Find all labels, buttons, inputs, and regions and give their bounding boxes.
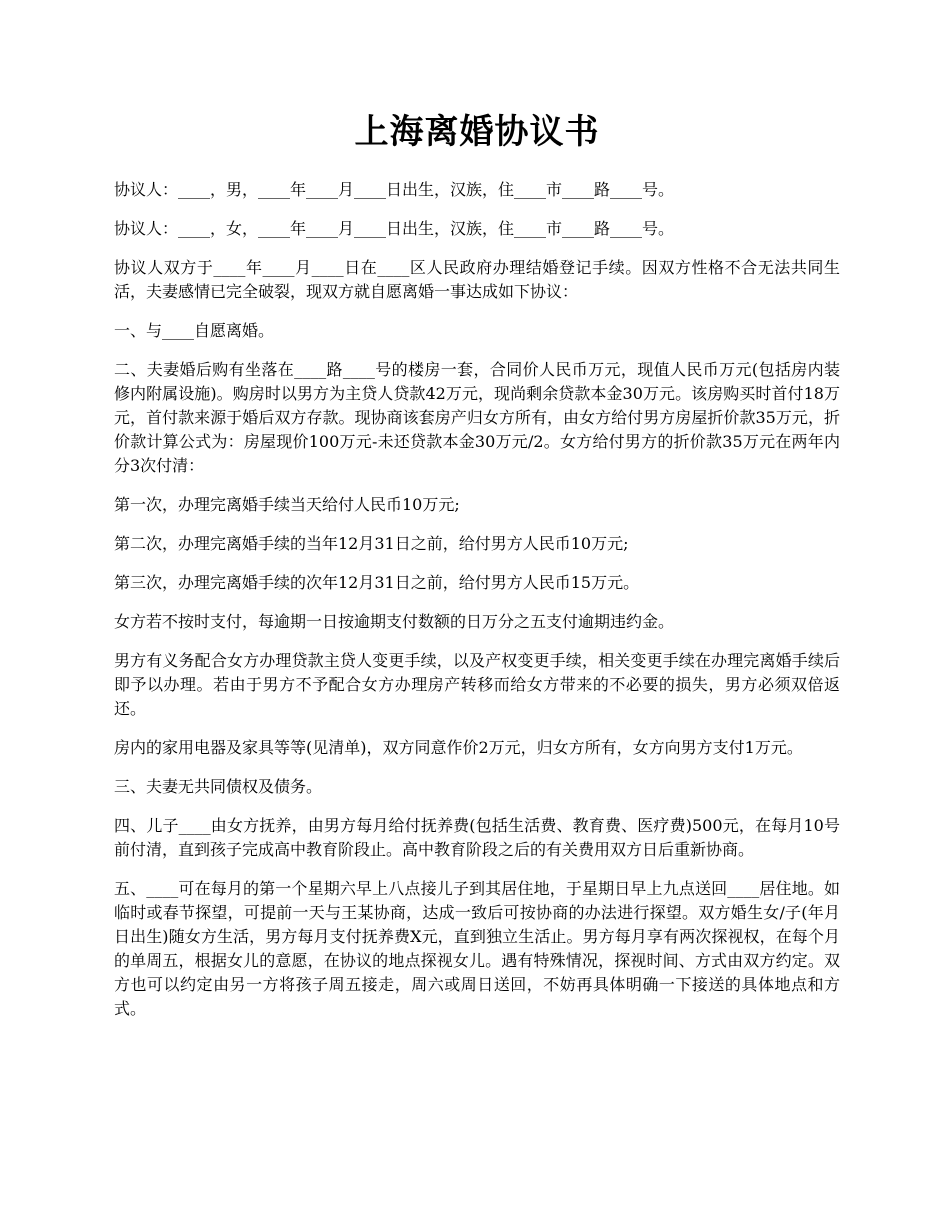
paragraph-late-penalty: 女方若不按时支付，每逾期一日按逾期支付数额的日万分之五支付逾期违约金。 <box>114 611 675 631</box>
paragraph-clause-4-custody: 四、儿子____由女方抚养，由男方每月给付抚养费(包括生活费、教育费、医疗费)500元，在每月10号前付清，直到孩子完成高中教育阶段止。高中教育阶段之后的有关费用双方日后重新协商。 <box>114 815 840 859</box>
paragraph-party-female: 协议人：____，女，____年____月____日出生，汉族，住____市____路____号。 <box>114 218 675 238</box>
paragraph-clause-3-debts: 三、夫妻无共同债权及债务。 <box>114 776 323 796</box>
paragraph-clause-1: 一、与____自愿离婚。 <box>114 320 275 340</box>
paragraph-loan-transfer: 男方有义务配合女方办理贷款主贷人变更手续，以及产权变更手续，相关变更手续在办理完离婚手续后即予以办理。若由于男方不予配合女方办理房产转移而给女方带来的不必要的损失，男方必须双倍返还。 <box>114 650 840 718</box>
paragraph-payment-2: 第二次，办理完离婚手续的当年12月31日之前，给付男方人民币10万元; <box>114 533 629 553</box>
paragraph-clause-5-visitation: 五、____可在每月的第一个星期六早上八点接儿子到其居住地，于星期日早上九点送回____居住地。如临时或春节探望，可提前一天与王某协商，达成一致后可按协商的办法进行探望。双方婚生女/子(年月日出生)随女方生活，男方每月支付抚养费X元，直到独立生活止。男方每月享有两次探视权，在每个月的单周五，根据女儿的意愿，在协议的地点探视女儿。遇有特殊情况，探视时间、方式由双方约定。双方也可以约定由另一方将孩子周五接走，周六或周日送回，不妨再具体明确一下接送的具体地点和方式。 <box>114 878 840 1018</box>
paragraph-payment-1: 第一次，办理完离婚手续当天给付人民币10万元; <box>114 494 460 514</box>
paragraph-party-male: 协议人：____，男，____年____月____日出生，汉族，住____市____路____号。 <box>114 179 675 199</box>
document-page <box>114 112 840 1036</box>
paragraph-preamble: 协议人双方于____年____月____日在____区人民政府办理结婚登记手续。因双方性格不合无法共同生活，夫妻感情已完全破裂，现双方就自愿离婚一事达成如下协议： <box>114 257 840 301</box>
paragraph-appliances: 房内的家用电器及家具等等(见清单)，双方同意作价2万元，归女方所有，女方向男方支付1万元。 <box>114 737 803 757</box>
paragraph-clause-2-property: 二、夫妻婚后购有坐落在____路____号的楼房一套，合同价人民币万元，现值人民币万元(包括房内装修内附属设施)。购房时以男方为主贷人贷款42万元，现尚剩余贷款本金30万元。该房购买时首付18万元，首付款来源于婚后双方存款。现协商该套房产归女方所有，由女方给付男方房屋折价款35万元，折价款计算公式为：房屋现价100万元-未还贷款本金30万元/2。女方给付男方的折价款35万元在两年内分3次付清： <box>114 359 840 475</box>
document-title: 上海离婚协议书 <box>354 112 600 152</box>
paragraph-payment-3: 第三次，办理完离婚手续的次年12月31日之前，给付男方人民币15万元。 <box>114 572 640 592</box>
